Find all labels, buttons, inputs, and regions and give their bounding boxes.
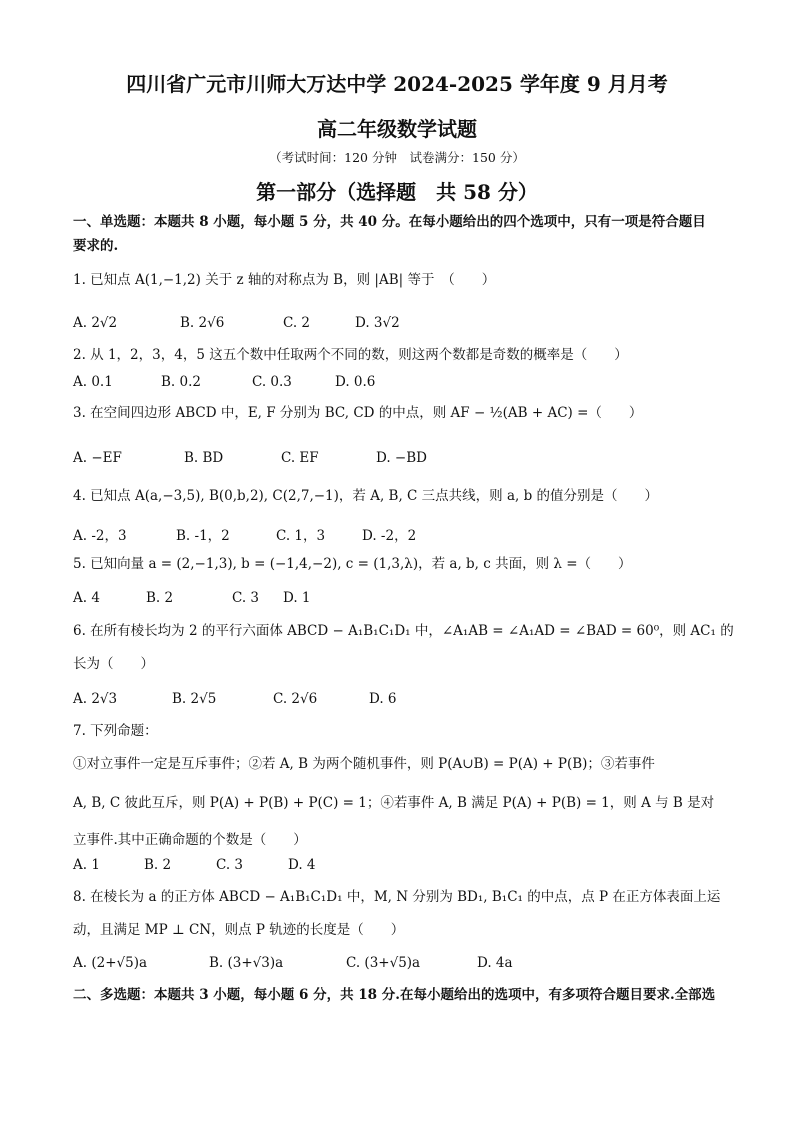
option-b: B. -1，2 [176, 528, 230, 544]
option-d: D. 4 [288, 857, 316, 873]
option-d: D. -2，2 [362, 528, 417, 544]
option-b: B. 0.2 [161, 374, 201, 390]
question-stem-line: ①对立事件一定是互斥事件；②若 A, B 为两个随机事件，则 P(A∪B) = P(A) + P(B)；③若事件 [73, 756, 655, 772]
question-stem-line: 5. 已知向量 a = (2,−1,3), b = (−1,4,−2), c = (1,3,λ)，若 a, b, c 共面，则 λ =（ ） [73, 556, 632, 572]
option-a: A. 1 [73, 857, 100, 873]
question-stem-line: 7. 下列命题： [73, 723, 158, 739]
section1-heading-line1: 一、单选题：本题共 8 小题，每小题 5 分，共 40 分。在每小题给出的四个选项中，只有一项是符合题目 [73, 214, 706, 230]
question-stem-line: A, B, C 彼此互斥，则 P(A) + P(B) + P(C) = 1；④若事件 A, B 满足 P(A) + P(B) = 1，则 A 与 B 是对 [73, 795, 715, 811]
option-d: D. 4a [477, 955, 513, 971]
question-stem-line: 6. 在所有棱长均为 2 的平行六面体 ABCD − A₁B₁C₁D₁ 中，∠A₁AB = ∠A₁AD = ∠BAD = 60⁰，则 AC₁ 的 [73, 623, 734, 639]
part-heading: 第一部分（选择题 共 58 分） [256, 180, 538, 204]
exam-note: （考试时间：120 分钟 试卷满分：150 分） [269, 150, 525, 165]
option-d: D. 0.6 [335, 374, 376, 390]
question-stem-line: 4. 已知点 A(a,−3,5), B(0,b,2), C(2,7,−1)，若 A, B, C 三点共线，则 a, b 的值分别是（ ） [73, 488, 659, 504]
option-b: B. 2 [146, 590, 174, 606]
option-b: B. BD [184, 450, 224, 466]
question-stem-line: 8. 在棱长为 a 的正方体 ABCD − A₁B₁C₁D₁ 中，M, N 分别为 BD₁, B₁C₁ 的中点，点 P 在正方体表面上运 [73, 889, 721, 905]
question-stem-line: 长为（ ） [73, 656, 154, 672]
section2-heading-line1: 二、多选题：本题共 3 小题，每小题 6 分，共 18 分.在每小题给出的选项中，有多项符合题目要求.全部选 [73, 987, 716, 1003]
option-b: B. 2√5 [172, 691, 217, 707]
option-a: A. -2，3 [73, 528, 127, 544]
option-c: C. 2√6 [273, 691, 318, 707]
option-c: C. 1，3 [276, 528, 326, 544]
option-c: C. 3 [216, 857, 244, 873]
option-c: C. 3 [232, 590, 260, 606]
option-d: D. −BD [376, 450, 427, 466]
option-a: A. 2√3 [73, 691, 118, 707]
section1-heading-line2: 要求的. [73, 238, 119, 254]
option-a: A. 2√2 [73, 315, 118, 331]
option-a: A. (2+√5)a [73, 955, 148, 971]
option-b: B. 2 [144, 857, 172, 873]
exam-subtitle: 高二年级数学试题 [317, 117, 477, 141]
option-d: D. 3√2 [355, 315, 400, 331]
option-a: A. 4 [73, 590, 100, 606]
option-a: A. 0.1 [73, 374, 113, 390]
exam-title: 四川省广元市川师大万达中学 2024-2025 学年度 9 月月考 [126, 72, 668, 96]
option-a: A. −EF [73, 450, 122, 466]
option-c: C. (3+√5)a [346, 955, 421, 971]
question-stem-line: 动，且满足 MP ⊥ CN，则点 P 轨迹的长度是（ ） [73, 922, 405, 938]
option-d: D. 1 [283, 590, 311, 606]
question-stem-line: 1. 已知点 A(1,−1,2) 关于 z 轴的对称点为 B，则 |AB| 等于 （ ） [73, 272, 496, 288]
option-c: C. EF [281, 450, 319, 466]
option-b: B. 2√6 [180, 315, 225, 331]
option-c: C. 0.3 [252, 374, 292, 390]
question-stem-line: 3. 在空间四边形 ABCD 中，E, F 分别为 BC, CD 的中点，则 AF − ½(AB + AC) =（ ） [73, 405, 643, 421]
question-stem-line: 2. 从 1，2，3，4，5 这五个数中任取两个不同的数，则这两个数都是奇数的概率是（ ） [73, 347, 628, 363]
option-b: B. (3+√3)a [209, 955, 284, 971]
option-d: D. 6 [369, 691, 397, 707]
question-stem-line: 立事件.其中正确命题的个数是（ ） [73, 832, 307, 848]
option-c: C. 2 [283, 315, 311, 331]
